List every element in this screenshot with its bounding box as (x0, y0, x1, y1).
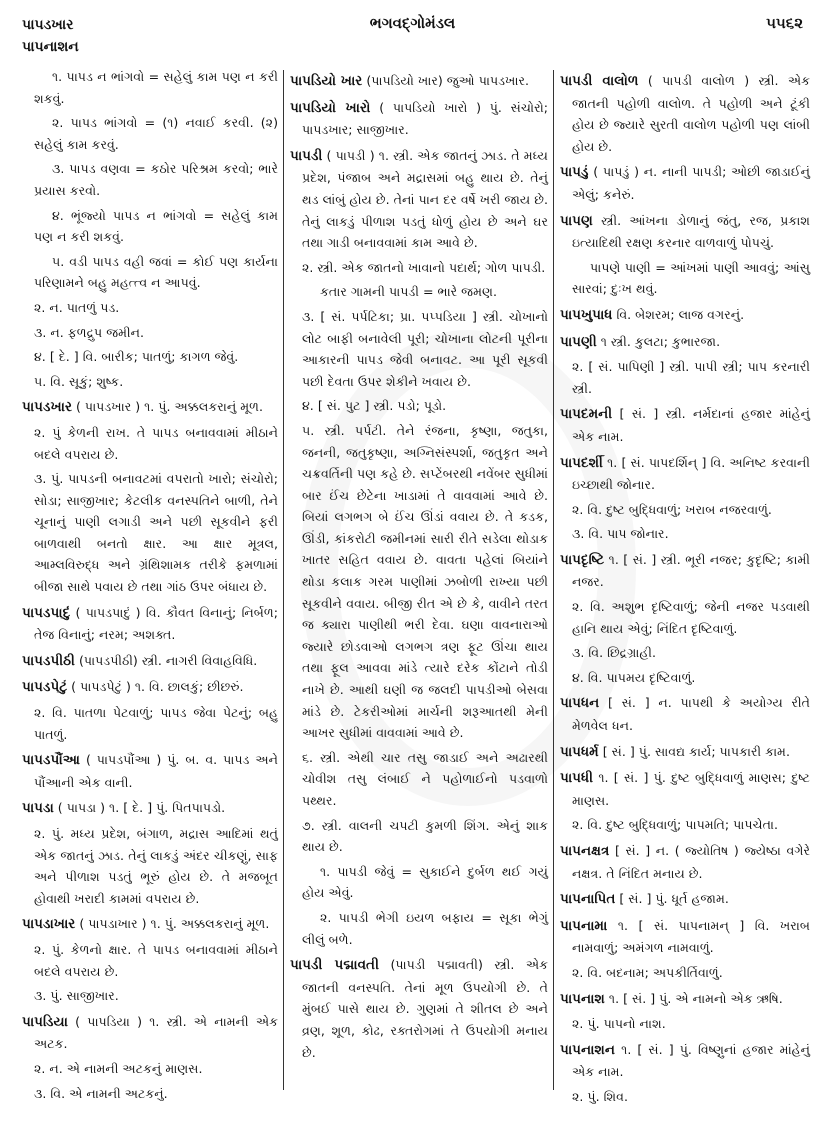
definition-text: ૨. વિ. બદનામ; અપકીર્તિવાળું. (572, 964, 723, 980)
column-1 (22, 66, 278, 1107)
definition-text: ૧. [ સં. પાપનામન્ ] વિ. ખરાબ નામવાળું; અમંગળ નામવાળું. (572, 917, 810, 956)
dictionary-entry (560, 549, 810, 593)
definition-text: ( પાપડપેટું ) ૧. વિ. છાલકું; છીછરું. (67, 679, 244, 695)
dictionary-entry (560, 452, 810, 496)
definition-text: ૩. પાપડ વણવા = કઠોર પરિશ્રમ કરવો; ભારે પ્રયાસ કરવો. (34, 161, 278, 198)
sense-line (290, 747, 548, 812)
definition-text: ૨. પાપડી ભેગી ઇયળ બફાય = સૂકા ભેગું લીલું બળે. (302, 909, 548, 947)
column-2 (290, 66, 548, 1066)
definition-text: ૨. પું. પાપનો નાશ. (572, 1016, 666, 1032)
column-divider (553, 70, 554, 1090)
page-number: ૫૫૬૨ (766, 14, 803, 32)
definition-text: (પાપડી પદ્માવતી) સ્ત્રી. એક જાતની વનસ્પતિ. તેનાં મૂળ ઉપયોગી છે. તે મુંબઈ પાસે થાય છે. ગુણમાં તે શીતલ છે અને વ્રણ, શૂળ, કોઢ, રક્તરોગમાં તે ઉપયોગી મનાય છે. (302, 957, 548, 1060)
sense-line (290, 257, 548, 279)
definition-text: [ સં. ] પું. ધૂર્ત હજામ. (615, 891, 729, 907)
dictionary-entry (290, 954, 548, 1063)
sense-line (560, 1013, 810, 1035)
dictionary-entry (22, 396, 278, 419)
sense-line (22, 422, 278, 465)
sense-line (22, 702, 278, 745)
dictionary-entry (560, 403, 810, 447)
definition-text: ૪. [ સં. પુટ ] સ્ત્રી. પડો; પૂડો. (302, 398, 447, 414)
dictionary-entry (560, 1039, 810, 1083)
headword: પાપડપૌંઆ (22, 752, 81, 769)
guide-word-last: પાપનાશન (22, 39, 79, 55)
dictionary-entry (560, 304, 810, 327)
definition-text: ( પાપડું ) ન. નાની પાપડી; ઓછી જાડાઈનું એલું; કનેરું. (572, 164, 810, 202)
dictionary-entry (290, 145, 548, 254)
sense-line (560, 642, 810, 664)
definition-text: ૩. વિ. એ નામની અટકનું. (34, 1085, 168, 1101)
idiom-line (560, 257, 810, 300)
headword: પાપડા (22, 800, 54, 817)
idiom-line (290, 907, 548, 950)
sense-line (22, 371, 278, 393)
definition-text: ૨. [ સં. પાપિણી ] સ્ત્રી. પાપી સ્ત્રી; પાપ કરનારી સ્ત્રી. (572, 359, 810, 396)
sense-line (22, 346, 278, 368)
definition-text: ( પાપડપૌંઆ ) પું. બ. વ. પાપડ અને પૌંઆની એક વાની. (34, 752, 278, 790)
headword: પાપડપેટું (22, 679, 68, 696)
definition-text: ૨. પું. મધ્ય પ્રદેશ, બંગાળ, મદ્રાસ આદિમાં થતું એક જાતનું ઝાડ. તેનું લાકડું અંદર ચીકણું, સાફ અને પીળાશ પડતું ભૂરું હોય છે. તે મજબૂત હોવાથી ખરાદી કામમાં વપરાય છે. (34, 826, 278, 906)
definition-text: ૪. ભૂંજ્યો પાપડ ન ભાંગવો = સહેલું કામ પણ ન કરી શકવું. (34, 207, 278, 245)
guide-word-first: પાપડખાર (22, 17, 74, 33)
column-divider (283, 70, 284, 1090)
dictionary-entry (22, 797, 278, 820)
definition-text: ૧. [ સં. ] પું. દુષ્ટ બુદ્ધિવાળું માણસ; દુષ્ટ માણસ. (572, 770, 810, 808)
dictionary-entry (560, 331, 810, 354)
dictionary-entry (560, 161, 810, 205)
idiom-line (22, 251, 278, 294)
sense-line (560, 499, 810, 521)
dictionary-entry (22, 749, 278, 793)
dictionary-entry (22, 676, 278, 699)
dictionary-entry (560, 915, 810, 959)
definition-text: વિ. બેશરમ; લાજ વગરનું. (612, 306, 745, 322)
definition-text: ૧. [ સં. પાપદર્શિન્ ] વિ. અનિષ્ટ કરવાની ઇચ્છાથી જોનાર. (572, 454, 810, 493)
definition-text: ૨. પું. કેળનો ક્ષાર. તે પાપડ બનાવવામાં મીઠાને બદલે વપરાય છે. (34, 941, 278, 979)
definition-text: ૧. [ સં. ] પું. વિષ્ણુનાં હજાર માંહેનું એક નામ. (572, 1041, 810, 1080)
dictionary-entry (290, 97, 548, 141)
sense-line (22, 823, 278, 909)
definition-text: ( પાપડિયા ) ૧. સ્ત્રી. એ નામની એક અટક. (34, 1013, 278, 1052)
definition-text: ૩. ન. ફળદ્રુપ જમીન. (34, 324, 145, 340)
headword: પાપદૃષ્ટિ (560, 551, 605, 568)
headword: પાપનામા (560, 917, 608, 934)
definition-text: ૨. વિ. પાતળા પેટવાળું; પાપડ જેવા પેટનું; બહુ પાતળું. (34, 705, 278, 742)
definition-text: [ સં. ] ન. ( જ્યોતિષ ) જ્યેષ્ઠા વગેરે નક્ષત્ર. તે નિંદિત મનાય છે. (572, 843, 810, 881)
dictionary-entry (560, 741, 810, 764)
dictionary-entry (560, 70, 810, 157)
headword: પાપડી પદ્માવતી (290, 957, 379, 974)
dictionary-entry (290, 70, 548, 93)
definition-text: ૧ સ્ત્રી. કુલટા; કુભારજા. (596, 333, 721, 349)
sense-line (290, 306, 548, 392)
idiom-line (22, 158, 278, 201)
definition-text: ૨. ન. પાતળું પડ. (34, 299, 120, 315)
headword: પાપડખાર (22, 399, 72, 416)
headword: પાપડી (290, 147, 323, 164)
sense-line (560, 814, 810, 836)
definition-text: ૨. પું કેળની રાખ. તે પાપડ બનાવવામાં મીઠાને બદલે વપરાય છે. (34, 424, 278, 462)
sense-line (290, 815, 548, 858)
headword: પાપધર્મ (560, 743, 599, 760)
definition-text: ૨. સ્ત્રી. એક જાતનો ખાવાનો પદાર્થ; ગોળ પાપડી. (302, 259, 546, 275)
headword: પાપધન (560, 695, 600, 712)
definition-text: ( પાપડિયો ખારો ) પું. સંચોરો; પાપડખાર; સાજીખાર. (302, 99, 548, 138)
definition-text: (પાપડિયો ખાર) જુઓ પાપડખાર. (362, 73, 529, 88)
definition-text: ( પાપડી ) ૧. સ્ત્રી. એક જાતનું ઝાડ. તે મધ્ય પ્રદેશ, પંજાબ અને મદ્રાસમાં બહુ થાય છે. તેનું થડ લાંબું હોય છે. તેનાં પાન દર વર્ષે ખરી જાય છે. તેનું લાકડું પીળાશ પડતું ધોળું હોય છે અને ઘર તથા ગાડી બનાવવામાં કામ આવે છે. (302, 147, 548, 251)
definition-text: (પાપડપીઠી) સ્ત્રી. નાગરી વિવાહવિધિ. (74, 652, 258, 668)
definition-text: ૭. સ્ત્રી. વાલની ચપટી કુમળી શિંગ. એનું શાક થાય છે. (302, 817, 548, 855)
definition-text: ૨. વિ. દુષ્ટ બુદ્ધિવાળું; પાપમતિ; પાપચેતા. (572, 817, 779, 833)
definition-text: ( પાપડા ) ૧. [ દે. ] પું. પિતપાપડો. (53, 800, 226, 816)
sense-line (22, 1083, 278, 1105)
dictionary-entry (560, 210, 810, 254)
definition-text: ૪. વિ. પાપમય દૃષ્ટિવાળું. (572, 669, 696, 685)
definition-text: ૩. [ સં. પર્પટિકા; પ્રા. પપ્પડિયા ] સ્ત્રી. ચોખાનો લોટ બાફી બનાવેલી પૂરી; ચોખાના લોટની પૂરીના આકારની પાપડ જેવી બનાવટ. આ પૂરી સૂકવી પછી દેવતા ઉપર શેકીને ખવાય છે. (302, 308, 548, 389)
idiom-line (22, 66, 278, 109)
sense-line (22, 1058, 278, 1080)
headword: પાપનક્ષત્ર (560, 843, 610, 859)
dictionary-entry (560, 692, 810, 736)
definition-text: ૫. વડી પાપડ વહી જવાં = કોઈ પણ કાર્યના પરિણામને બહુ મહત્ત્વ ન આપવું. (34, 253, 278, 291)
definition-text: ૪. [ દે. ] વિ. બારીક; પાતળું; કાગળ જેવું. (34, 349, 239, 365)
definition-text: ૨. વિ. દુષ્ટ બુદ્ધિવાળું; ખરાબ નજરવાળું. (572, 501, 772, 517)
definition-text: [ સં. ] ન. પાપથી કે અયોગ્ય રીતે મેળવેલ ધન. (572, 695, 810, 734)
definition-text: ( પાપડખાર ) ૧. પું. અક્કલકરાનું મૂળ. (71, 399, 263, 415)
headword: પાપનાશ (560, 990, 605, 1007)
headword: પાપણ (560, 212, 593, 229)
sense-line (560, 523, 810, 545)
dictionary-entry (22, 913, 278, 936)
sense-line (22, 985, 278, 1007)
headword: પાપડી વાલોળ (560, 73, 639, 89)
definition-text: ૫. સ્ત્રી. પર્પટી. તેને રંજના, કૃષ્ણા, જતુકા, જનની, જતુકૃષ્ણા, અગ્નિસંસ્પર્શા, જતુકૃત અને ચક્રવર્તિની પણ કહે છે. સપ્ટેંબરથી નવેંબર સુધીમાં બાર ઈંચ છેટેના ખાડામાં તે વાવવામાં આવે છે. બિયાં લગભગ બે ઈંચ ઊંડાં વવાય છે. તે કડક, ઊંડી, કાંકરોટી જમીનમાં સારી રીતે સડેલા થોડાક ખાતર સહિત વવાય છે. વાવતા પહેલાં બિયાંને થોડા કલાક ગરમ પાણીમાં ઝબોળી રાખ્યા પછી સૂકવીને વવાય. બીજી રીત એ છે કે, વાવીને તરત જ ક્યારા પાણીથી ભરી દેવા. ઘણા વાવનારાઓ જ્યારે છોડવાઓ લગભગ ત્રણ ફૂટ ઊંચા થાય તથા ફૂલ આવવા માંડે ત્યારે દરેક કોંટાને તોડી નાખે છે. આથી ઘણી જ જલદી પાપડીઓ બેસવા માંડે છે. ટેકરીઓમાં માર્ચની શરૂઆતથી મેની આખર સુધીમાં વાવવામાં આવે છે. (302, 422, 548, 741)
book-title: ભગવદ્ગોમંડલ (369, 14, 456, 32)
headword: પાપડિયો ખાર (290, 73, 363, 89)
headword: પાપણી (560, 333, 597, 350)
definition-text: ૩. વિ. પાપ જોનાર. (572, 526, 669, 542)
definition-text: ૩. પું. સાજીખાર. (34, 988, 119, 1004)
sense-line (560, 667, 810, 689)
sense-line (290, 395, 548, 417)
headword: પાપડું (560, 164, 589, 181)
definition-text: ૧. પાપડ ન ભાંગવો = સહેલું કામ પણ ન કરી શકવું. (34, 69, 278, 106)
sense-line (22, 322, 278, 344)
dictionary-entry (22, 602, 278, 646)
idiom-line (290, 281, 548, 303)
definition-text: ૫. વિ. સૂકું; શુષ્ક. (34, 373, 124, 389)
definition-text: પાપણે પાણી = આંખમાં પાણી આવવું; આંસુ સારવાં; દુઃખ થવું. (572, 259, 810, 297)
sense-line (560, 596, 810, 639)
sense-line (560, 1086, 810, 1108)
idiom-line (290, 861, 548, 904)
column-3 (560, 66, 810, 1111)
definition-text: ૧. [ સં. ] પું. એ નામનો એક ઋષિ. (604, 990, 783, 1006)
definition-text: ( પાપડાખાર ) ૧. પું. અક્કલકરાનું મૂળ. (75, 916, 270, 932)
definition-text: ૨. વિ. અશુભ દૃષ્ટિવાળું; જેની નજર પડવાથી હાનિ થાય એવું; નિંદિત દૃષ્ટિવાળું. (572, 599, 810, 636)
definition-text: ( પાપડપાદું ) વિ. કૌવત વિનાનું; નિર્બળ; તેજ વિનાનું; નરમ; અશક્ત. (34, 604, 278, 643)
dictionary-entry (560, 988, 810, 1011)
headword: પાપડપાદું (22, 604, 71, 621)
sense-line (560, 962, 810, 984)
headword: પાપડાખાર (22, 916, 76, 933)
headword: પાપડપીઠી (22, 652, 75, 669)
dictionary-entry (560, 840, 810, 884)
definition-text: [ સં. ] પું. સાવદ્ય કાર્ય; પાપકારી કામ. (598, 743, 790, 759)
headword: પાપડિયો ખારો (290, 99, 371, 116)
idiom-line (22, 205, 278, 248)
dictionary-entry (22, 650, 278, 673)
sense-line (22, 939, 278, 982)
headword: પાપનાશન (560, 1041, 616, 1058)
definition-text: સ્ત્રી. આંખના ડોળાનું જંતુ, રજ, પ્રકાશ ઇત્યાદિથી રક્ષણ કરનાર વાળવાળું પોપચું. (572, 212, 810, 251)
sense-line (560, 356, 810, 399)
definition-text: ૨. ન. એ નામની અટકનું માણસ. (34, 1060, 203, 1076)
idiom-line (22, 112, 278, 155)
definition-text: ૧. [ સં. ] સ્ત્રી. ભૂરી નજર; કુદૃષ્ટિ; કામી નજર. (572, 551, 810, 590)
dictionary-entry (22, 1011, 278, 1055)
definition-text: ૩. પું. પાપડની બનાવટમાં વપરાતો ખારો; સંચોરો; સોડા; સાજીખાર; કેટલીક વનસ્પતિને બાળી, તેને ચૂનાનું પાણી લગાડી અને પછી સૂકવીને ફરી બાળવાથી બનતો ક્ષાર. આ ક્ષાર મૂત્રલ, આમ્લવિરુદ્ધ અને ગ્રંથિશામક તરીકે ફમળામાં બીજા સાથે પવાય છે તથા ગાંઠ ઉપર બંધાય છે. (34, 471, 278, 595)
headword: પાપખુપાધ (560, 306, 613, 323)
sense-line (22, 468, 278, 598)
headword: પાપદમની (560, 406, 613, 423)
definition-text: કતાર ગામની પાપડી = ભારે જમણ. (320, 284, 497, 300)
definition-text: [ સં. ] સ્ત્રી. નર્મદાનાં હજાર માંહેનું એક નામ. (572, 406, 810, 444)
definition-text: ( પાપડી વાલોળ ) સ્ત્રી. એક જાતની પહોળી વાલોળ. તે પહોળી અને ટૂંકી હોય છે જ્યારે સુરતી વાલોળ પહોળી પણ લાંબી હોય છે. (572, 73, 811, 154)
headword: પાપધી (560, 770, 594, 787)
headword: પાપડિયા (22, 1013, 68, 1030)
sense-line (22, 297, 278, 319)
definition-text: ૬. સ્ત્રી. એથી ચાર તસુ જાડાઈ અને અઢારથી ચોવીશ તસુ લંબાઈ ને પહોળાઈનો પડવાળો પથ્થર. (302, 749, 548, 808)
dictionary-entry (560, 888, 810, 911)
headword: પાપનાપિત (560, 891, 616, 908)
dictionary-entry (560, 767, 810, 811)
definition-text: ૧. પાપડી જેવું = સુકાઈને દુર્બળ થઈ ગયું હોય એવું. (302, 863, 548, 901)
definition-text: ૨. પાપડ ભાંગવો = (૧) નવાઈ કરવી. (૨) સહેલું કામ કરવું. (34, 115, 278, 152)
definition-text: ૨. પું. શિવ. (572, 1088, 628, 1104)
headword: પાપદર્શી (560, 454, 603, 471)
definition-text: ૩. વિ. છિદ્રગ્રાહી. (572, 645, 656, 661)
sense-line (290, 420, 548, 744)
